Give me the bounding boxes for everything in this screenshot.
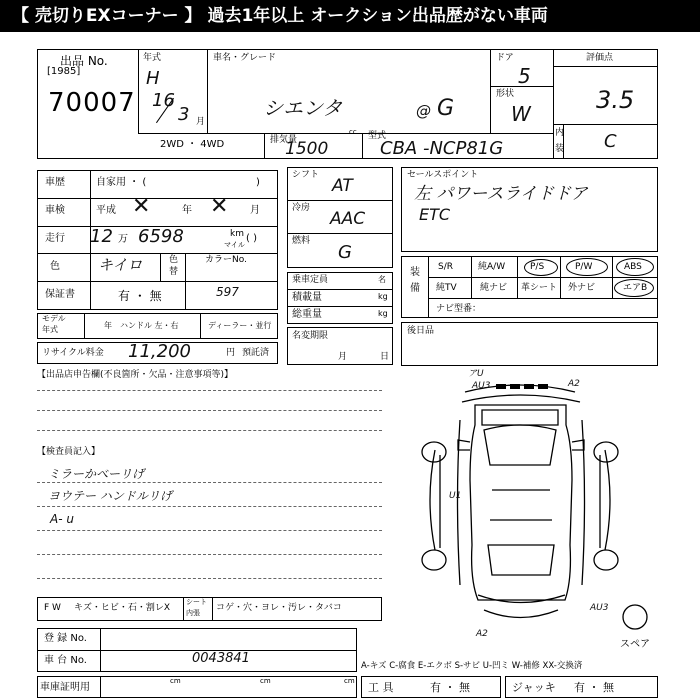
spare-label: スペア (620, 639, 650, 650)
lot-year-tag: [1985] (47, 66, 81, 77)
capacity-unit: 名 (378, 275, 386, 284)
history-value: 自家用 ・ ( (96, 177, 147, 188)
registration-label: 登 録 No. (44, 633, 87, 644)
mileage-paren: ( ) (246, 233, 257, 244)
model-year-month-unit: 月 (196, 117, 206, 127)
inspection-month-unit: 月 (250, 205, 260, 216)
model-year-month: 3 (178, 104, 190, 125)
cooling-label: 冷房 (292, 203, 311, 213)
model-year-row-label-1: モデル (42, 314, 66, 323)
damage-front-mark-3: A2 (568, 379, 580, 389)
capacity-label: 乗車定員 (292, 275, 329, 285)
model-year-era: H (146, 68, 160, 89)
equipment-pw: P/W (575, 262, 593, 272)
rating-label: 評価点 (586, 53, 614, 63)
mileage-value-2: 6598 (138, 226, 184, 247)
inspector-line-3: A- u (50, 512, 74, 526)
equipment-airbag-circle (614, 279, 654, 297)
car-label: 車名・グレード (213, 53, 277, 63)
equipment-leather: 革シート (521, 283, 558, 293)
displacement-value: 1500 (285, 139, 329, 159)
seller-notes-label: 【出品店申告欄(不良箇所・欠品・注意事項等)】 (37, 370, 234, 380)
mileage-label: 走行 (45, 233, 65, 244)
mileage-value-1: 12 (90, 226, 113, 247)
color-change-label-1: 色 (169, 255, 179, 265)
model-type-label: 型式 (368, 131, 387, 141)
chassis-value: 0043841 (192, 651, 250, 666)
history-close: ) (256, 177, 260, 188)
equipment-label-1: 装 (410, 267, 420, 278)
cert-label: 車庫証明用 (40, 682, 90, 693)
displacement-label: 排気量 (270, 135, 298, 145)
damage-side-mark: U1 (449, 491, 462, 501)
equipment-tv: 純TV (436, 283, 457, 293)
load-label: 積載量 (292, 292, 322, 303)
recycle-label: リサイクル料金 (42, 348, 104, 358)
after-date-frame (401, 322, 658, 366)
banner-title: 【 売切りEXコーナー 】 過去1年以上 オークション出品歴がない車両 (0, 0, 700, 32)
tools-value: 有 ・ 無 (430, 681, 470, 694)
mileage-unit-km: km (230, 229, 244, 239)
inspection-label: 車検 (45, 205, 65, 216)
model-year-row-dealer: ディーラー・並行 (208, 321, 272, 330)
equipment-ps: P/S (530, 262, 545, 272)
inspector-line-2: ヨウテー ハンドルリげ (48, 489, 172, 503)
interior-label-1: 内 (555, 128, 565, 138)
shift-label: シフト (292, 170, 320, 180)
jack-value: 有 ・ 無 (574, 681, 614, 694)
model-year-year: 16 (152, 90, 175, 111)
damage-rear-mark-1: AU3 (590, 603, 609, 613)
fuel-label: 燃料 (292, 236, 311, 246)
history-label: 車歴 (45, 177, 65, 188)
car-grade: G (437, 96, 455, 121)
name-change-unit: 月 (338, 352, 348, 362)
inspection-month-mark: ✕ (210, 194, 229, 219)
damage-legend: A-キズ C-腐食 E-エクボ S-サビ U-凹ミ W-補修 XX-交換済 (361, 661, 583, 671)
lot-number: 70007 (48, 88, 136, 118)
color-code-label: カラーNo. (205, 255, 247, 265)
interior-label-2: 装 (555, 144, 565, 154)
model-year-label: 年式 (143, 53, 162, 63)
total-weight-label: 総重量 (292, 309, 322, 320)
fuel-value: G (338, 242, 352, 263)
doors-label: ドア (496, 53, 514, 63)
name-change-label: 名変期限 (292, 331, 329, 341)
interior-value: C (604, 131, 617, 152)
fw-seat-items: コゲ・穴・ヨレ・汚レ・タバコ (216, 603, 342, 613)
equipment-ext-navi: 外ナビ (568, 283, 596, 293)
chassis-label: 車 台 No. (44, 655, 87, 666)
model-year-row-year-unit: 年 (104, 321, 112, 330)
color-value: キイロ (98, 256, 143, 274)
recycle-value: 11,200 (128, 341, 191, 362)
equipment-abs: ABS (624, 262, 642, 272)
equipment-navi: 純ナビ (480, 283, 508, 293)
model-year-row-label-2: 年式 (42, 325, 58, 334)
fw-items: キズ・ヒビ・石・割レX (74, 603, 170, 613)
sale-points-label: セールスポイント (407, 170, 479, 180)
damage-rear-mark-2: A2 (476, 629, 488, 639)
car-grade-mark: @ (416, 102, 431, 120)
total-weight-unit: kg (378, 309, 388, 318)
drive-options: 2WD ・ 4WD (160, 139, 225, 150)
doors-value: 5 (518, 64, 531, 88)
shape-label: 形状 (496, 89, 515, 99)
equipment-airbag: エアB (623, 283, 648, 293)
inspection-year-unit: 年 (182, 205, 192, 216)
fw-label: F W (44, 603, 61, 613)
rating-score: 3.5 (596, 86, 635, 114)
damage-front-mark-1: アU (468, 369, 484, 379)
shape-value: W (511, 102, 531, 126)
equipment-label-2: 備 (410, 283, 420, 294)
sale-points-line-1: 左 パワースライドドア (414, 184, 588, 204)
tools-label: 工 具 (368, 681, 394, 694)
model-year-row-handle: ハンドル 左・右 (120, 321, 179, 330)
recycle-unit: 円 (226, 348, 236, 358)
mileage-unit-mile: マイル (224, 241, 245, 249)
inspector-label: 【検査員記入】 (37, 447, 101, 457)
color-code: 597 (216, 285, 239, 299)
cert-cm-1: cm (170, 677, 181, 685)
equipment-sr: S/R (438, 262, 453, 272)
car-name: シエンタ (263, 96, 343, 120)
inspector-line-1: ミラーかべーリげ (48, 467, 145, 481)
equipment-pw-circle (566, 258, 608, 276)
jack-label: ジャッキ (512, 681, 556, 694)
color-change-label-2: 替 (169, 267, 179, 277)
equipment-ps-circle (524, 259, 558, 276)
equipment-navi-model-label: ナビ型番： (436, 304, 482, 314)
mileage-man: 万 (118, 234, 128, 245)
name-change-day-unit: 日 (380, 352, 390, 362)
equipment-abs-circle (616, 258, 654, 276)
fw-seat-label-2: 内張 (186, 609, 200, 617)
cert-cm-3: cm (344, 677, 355, 685)
load-unit: kg (378, 292, 388, 301)
car-damage-diagram (400, 370, 660, 640)
inspection-era: 平成 (96, 205, 116, 216)
equipment-aw: 純A/W (478, 262, 506, 272)
sale-points-line-2: ETC (419, 205, 451, 224)
displacement-unit: cc (349, 128, 357, 136)
cooling-value: AAC (330, 209, 366, 229)
lot-label: 出品 No. (60, 54, 108, 68)
damage-front-mark-2: AU3 (472, 381, 491, 391)
warranty-label: 保証書 (45, 289, 75, 300)
cert-cm-2: cm (260, 677, 271, 685)
inspection-year-mark: ✕ (132, 194, 151, 219)
after-date-label: 後日品 (407, 326, 435, 336)
shift-value: AT (332, 176, 353, 196)
warranty-value: 有 ・ 無 (118, 289, 162, 303)
recycle-status: 預託済 (242, 348, 270, 358)
fw-seat-label-1: シート (186, 598, 207, 606)
model-type-value: CBA -NCP81G (380, 138, 504, 159)
color-label: 色 (50, 261, 60, 272)
